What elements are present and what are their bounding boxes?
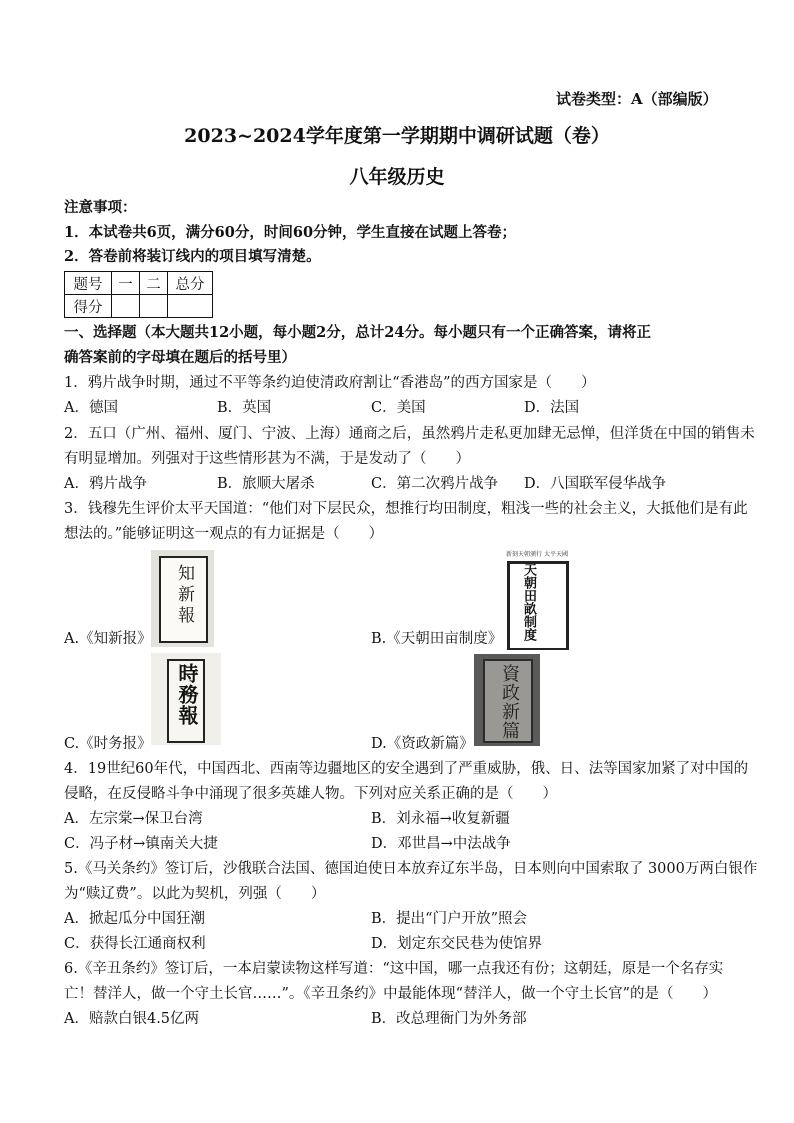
q2-option-b: B．旅顺大屠杀 (217, 476, 315, 492)
q5-stem-line1: 5.《马关条约》签订后，沙俄联合法国、德国迫使日本放弃辽东半岛，日本则向中国索取了 3000万两白银作 (64, 861, 758, 877)
score-table-cell: 一 (112, 272, 140, 295)
score-table (64, 271, 213, 318)
q1-stem: 1．鸦片战争时期，通过不平等条约迫使清政府割让“香港岛”的西方国家是（ ） (64, 375, 596, 391)
q3-image-a-text: 知新報 (174, 564, 194, 627)
q6-stem-line2: 亡！替洋人，做一个守土长官……”。《辛丑条约》中最能体现“替洋人，做一个守土长官”的是（ ） (64, 986, 717, 1002)
score-input-cell[interactable] (140, 295, 168, 318)
q3-option-a: A.《知新报》 (64, 631, 152, 647)
section1-heading-line2: 确答案前的字母填在题后的括号里） (64, 349, 296, 366)
q6-option-a: A．赔款白银4.5亿两 (64, 1011, 200, 1027)
q4-option-c: C．冯子材→镇南关大捷 (64, 836, 218, 852)
q3-option-c: C.《时务报》 (64, 736, 152, 752)
q2-stem-line2: 有明显增加。列强对于这些情形甚为不满，于是发动了（ ） (64, 451, 470, 467)
exam-subtitle: 八年级历史 (349, 166, 445, 188)
q1-option-a: A．德国 (64, 400, 118, 416)
q4-stem-line2: 侵略，在反侵略斗争中涌现了很多英雄人物。下列对应关系正确的是（ ） (64, 786, 557, 802)
exam-title: 2023~2024学年度第一学期期中调研试题（卷） (184, 125, 610, 147)
q4-option-a: A．左宗棠→保卫台湾 (64, 811, 203, 827)
notes-item-2: 2．答卷前将装订线内的项目填写清楚。 (64, 248, 321, 265)
q4-option-d: D．邓世昌→中法战争 (371, 836, 511, 852)
score-table-cell: 得分 (65, 295, 112, 318)
q5-option-c: C．获得长江通商权利 (64, 936, 206, 952)
q3-stem-line2: 想法的。”能够证明这一观点的有力证据是（ ） (64, 526, 384, 542)
q5-option-d: D．划定东交民巷为使馆界 (371, 936, 543, 952)
q1-option-c: C．美国 (371, 400, 426, 416)
q3-image-d-text: 資政新篇 (499, 664, 520, 740)
q6-option-b: B．改总理衙门为外务部 (371, 1011, 527, 1027)
notes-item-1: 1．本试卷共6页，满分60分，时间60分钟，学生直接在试题上答卷； (64, 224, 517, 241)
q3-image-b-header: 新刻天朝頒行 太平天國 (506, 551, 568, 558)
q1-option-b: B．英国 (217, 400, 272, 416)
score-table-cell: 总分 (168, 272, 213, 295)
q3-image-b-text: 天朝田畝制度 (521, 563, 536, 641)
q5-option-b: B．提出“门户开放”照会 (371, 911, 527, 927)
q2-option-a: A．鸦片战争 (64, 476, 147, 492)
q3-stem-line1: 3．钱穆先生评价太平天国道：“他们对下层民众，想推行均田制度，粗浅一些的社会主义，大抵他们是有此 (64, 501, 748, 517)
paper-type: 试卷类型：A（部编版） (556, 90, 718, 108)
q2-stem-line1: 2．五口（广州、福州、厦门、宁波、上海）通商之后，虽然鸦片走私更加肆无忌惮，但洋货在中国的销售未 (64, 426, 755, 442)
q3-image-b (502, 550, 572, 650)
q3-option-b: B.《天朝田亩制度》 (371, 631, 503, 647)
score-input-cell[interactable] (168, 295, 213, 318)
section1-heading-line1: 一、选择题（本大题共12小题，每小题2分，总计24分。每小题只有一个正确答案，请将正 (64, 324, 651, 341)
q2-option-d: D．八国联军侵华战争 (524, 476, 667, 492)
score-table-cell: 题号 (65, 272, 112, 295)
q4-option-b: B．刘永福→收复新疆 (371, 811, 510, 827)
q5-stem-line2: 为“赎辽费”。以此为契机，列强（ ） (64, 886, 326, 902)
q3-image-c (151, 653, 221, 745)
score-input-cell[interactable] (112, 295, 140, 318)
q3-option-d: D.《资政新篇》 (371, 736, 474, 752)
q2-option-c: C．第二次鸦片战争 (371, 476, 499, 492)
q5-option-a: A．掀起瓜分中国狂潮 (64, 911, 205, 927)
score-table-cell: 二 (140, 272, 168, 295)
q3-image-d (474, 654, 540, 746)
q3-image-a (151, 550, 214, 647)
q4-stem-line1: 4．19世纪60年代，中国西北、西南等边疆地区的安全遇到了严重威胁，俄、日、法等国家加紧了对中国的 (64, 761, 749, 777)
notes-heading: 注意事项： (64, 199, 137, 216)
q3-image-c-text: 時務報 (175, 663, 199, 726)
q1-option-d: D．法国 (524, 400, 580, 416)
q6-stem-line1: 6.《辛丑条约》签订后，一本启蒙读物这样写道：“这中国，哪一点我还有份；这朝廷，原是一个名存实 (64, 961, 724, 977)
